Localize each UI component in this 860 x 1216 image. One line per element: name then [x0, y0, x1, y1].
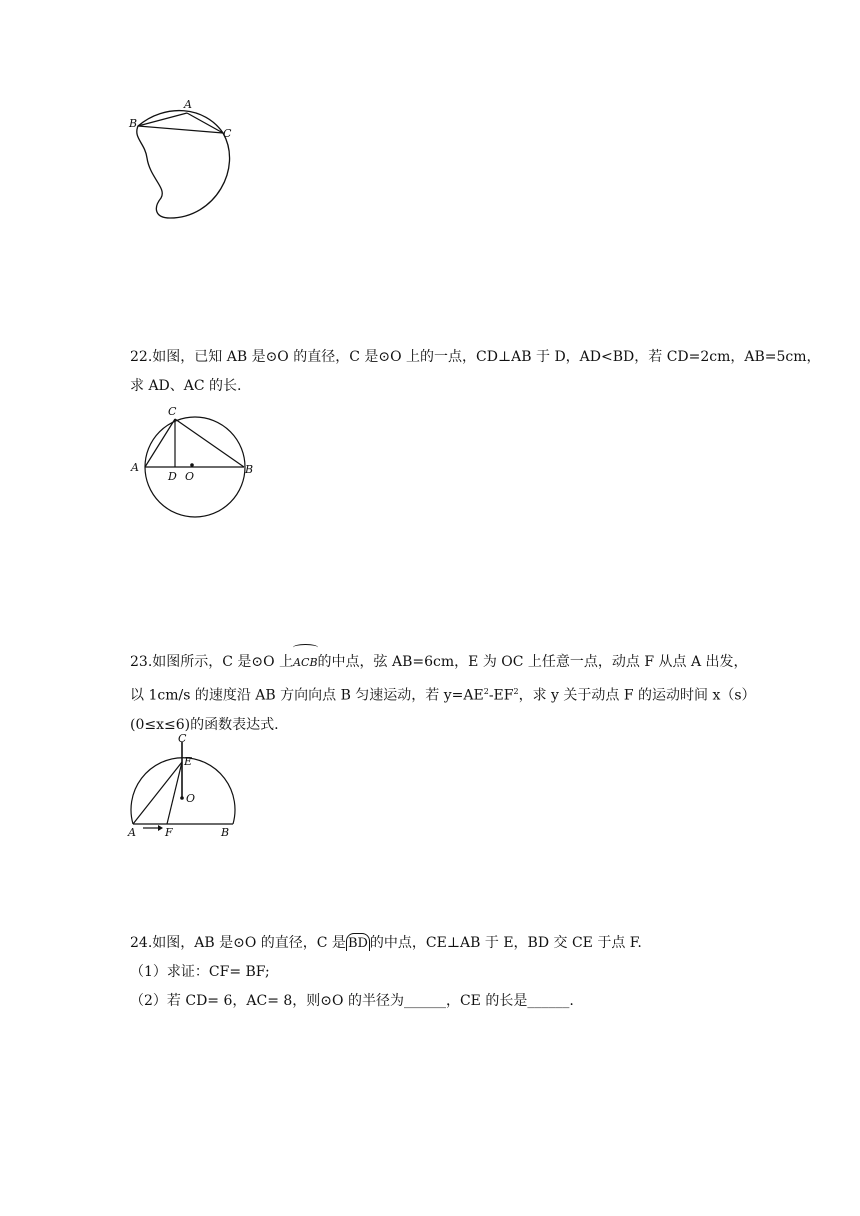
label-e: E	[184, 755, 193, 768]
figure-23-segment	[125, 732, 245, 842]
q24-line3: （2）若 CD= 6，AC= 8，则⊙O 的半径为______，CE 的长是______.	[130, 993, 574, 1009]
superscript: 2	[483, 687, 489, 696]
arc-bd: BD	[346, 933, 370, 951]
label-f: F	[165, 826, 173, 839]
label-c: C	[168, 405, 177, 418]
q23-line1-b: 的中点，弦 AB=6cm，E 为 OC 上任意一点，动点 F 从点 A 出发，	[317, 654, 748, 670]
q23-line2-a: 以 1cm/s 的速度沿 AB 方向向点 B 匀速运动，若 y=AE	[130, 687, 484, 704]
q23-line3: (0≤x≤6)的函数表达式.	[130, 716, 279, 733]
q22-line1: 22.如图，已知 AB 是⊙O 的直径，C 是⊙O 上的一点，CD⊥AB 于 D，AD<BD，若 CD=2cm，AB=5cm，	[130, 349, 821, 365]
label-d: D	[168, 470, 177, 483]
q24-line1-a: 24.如图，AB 是⊙O 的直径，C 是	[130, 935, 346, 951]
label-a: A	[131, 461, 139, 474]
label-b: B	[221, 826, 230, 839]
question-24	[130, 929, 750, 1016]
q23-line2-b: -EF	[488, 687, 514, 704]
arc-acb: ACB	[293, 644, 317, 677]
label-a: A	[184, 98, 192, 111]
q23-line2	[130, 677, 756, 711]
label-b: B	[245, 463, 254, 476]
q24-line1-b: 的中点，CE⊥AB 于 E，BD 交 CE 于点 F.	[369, 935, 642, 951]
figure-22-circle	[125, 400, 265, 525]
label-c: C	[223, 127, 232, 140]
figure-21-broken-circle	[125, 98, 240, 228]
label-o: O	[185, 470, 195, 483]
question-22	[130, 343, 821, 401]
q24-line1	[130, 929, 750, 958]
q23-line1-a: 23.如图所示，C 是⊙O 上	[130, 654, 294, 670]
q24-line2: （1）求证：CF= BF;	[130, 964, 270, 980]
label-a: A	[128, 826, 136, 839]
label-c: C	[178, 732, 187, 745]
label-b: B	[129, 117, 138, 130]
label-o: O	[186, 792, 196, 805]
question-23	[130, 644, 756, 740]
superscript: 2	[513, 687, 519, 696]
q23-line1	[130, 644, 750, 677]
q23-line2-c: ，求 y 关于动点 F 的运动时间 x（s）	[518, 687, 756, 704]
q22-line2: 求 AD、AC 的长.	[130, 378, 242, 394]
